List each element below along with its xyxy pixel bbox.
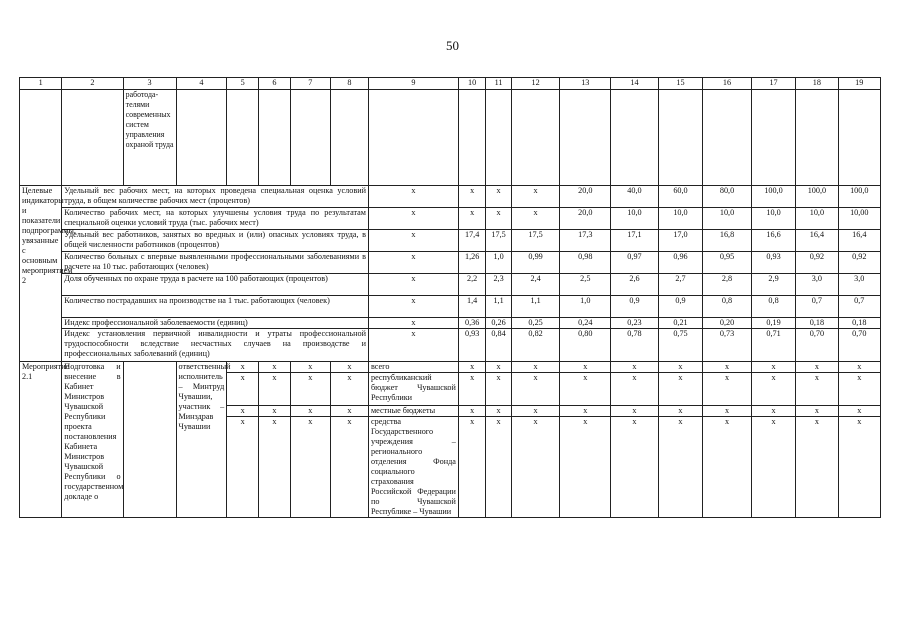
indicator-value: 20,0 <box>560 186 611 208</box>
indicator-value: 17,3 <box>560 230 611 252</box>
funding-value: х <box>796 373 838 406</box>
indicator-value: 0,97 <box>611 252 659 274</box>
column-number: 17 <box>751 78 795 90</box>
budget-code: х <box>330 417 368 518</box>
funding-value: х <box>658 417 702 518</box>
indicator-value: 2,4 <box>511 274 560 296</box>
program-table <box>19 77 881 518</box>
budget-code: х <box>227 417 259 518</box>
funding-row <box>20 362 881 373</box>
indicator-value: 0,80 <box>560 329 611 362</box>
indicator-value: 1,1 <box>511 296 560 318</box>
funding-value: х <box>796 362 838 373</box>
column-number: 9 <box>368 78 458 90</box>
indicator-name: Количество пострадавших на производстве на 1 тыс. работающих (человек) <box>62 296 369 318</box>
indicator-value: 100,0 <box>796 186 838 208</box>
column-number: 11 <box>486 78 511 90</box>
indicator-value: 0,96 <box>658 252 702 274</box>
indicator-value: 0,92 <box>838 252 880 274</box>
funding-value: х <box>458 373 486 406</box>
measure-col3 <box>123 362 176 518</box>
indicator-value: 20,0 <box>560 208 611 230</box>
indicator-value: 10,0 <box>703 208 752 230</box>
column-number: 10 <box>458 78 486 90</box>
indicator-marker: х <box>368 329 458 362</box>
funding-value: х <box>458 417 486 518</box>
continuation-text: работода-телями современных систем управления охраной труда <box>123 90 176 186</box>
funding-value: х <box>511 406 560 417</box>
funding-value: х <box>560 362 611 373</box>
funding-value: х <box>703 406 752 417</box>
indicator-row <box>20 186 881 208</box>
indicator-marker: х <box>368 318 458 329</box>
indicator-value: 16,6 <box>751 230 795 252</box>
indicator-marker: х <box>368 274 458 296</box>
indicator-value: 2,9 <box>751 274 795 296</box>
indicator-name: Количество больных с впервые выявленными профессиональными заболеваниями в расчете на 10 тыс. работающих (человек) <box>62 252 369 274</box>
indicator-value: 0,8 <box>751 296 795 318</box>
column-number: 6 <box>259 78 291 90</box>
indicator-value: 80,0 <box>703 186 752 208</box>
column-number: 18 <box>796 78 838 90</box>
funding-value: х <box>486 406 511 417</box>
indicators-block <box>20 186 881 362</box>
budget-code: х <box>227 362 259 373</box>
budget-code: х <box>259 373 291 406</box>
indicator-marker: х <box>368 230 458 252</box>
indicator-value: 0,71 <box>751 329 795 362</box>
budget-code: х <box>290 406 330 417</box>
budget-code: х <box>227 373 259 406</box>
indicator-value: 2,7 <box>658 274 702 296</box>
indicator-value: 0,8 <box>703 296 752 318</box>
column-number: 5 <box>227 78 259 90</box>
indicator-value: 0,78 <box>611 329 659 362</box>
indicator-value: 40,0 <box>611 186 659 208</box>
indicator-value: 16,8 <box>703 230 752 252</box>
indicator-value: 1,4 <box>458 296 486 318</box>
measure-description: Подготовка и внесение в Кабинет Министров Чувашской Республики проекта постановления Кабинета Министров Чувашской Республики о государственном докладе о <box>62 362 123 518</box>
funding-value: х <box>796 417 838 518</box>
indicator-value: 0,24 <box>560 318 611 329</box>
column-number: 15 <box>658 78 702 90</box>
budget-code: х <box>227 406 259 417</box>
indicator-value: 60,0 <box>658 186 702 208</box>
funding-value: х <box>486 362 511 373</box>
column-number: 1 <box>20 78 62 90</box>
indicator-value: 0,93 <box>751 252 795 274</box>
budget-code: х <box>290 373 330 406</box>
indicator-name: Удельный вес работников, занятых во вредных и (или) опасных условиях труда, в общей численности работников (процентов) <box>62 230 369 252</box>
funding-value: х <box>458 406 486 417</box>
indicator-name: Количество рабочих мест, на которых улучшены условия труда по результатам специальной оценки условий труда (тыс. рабочих мест) <box>62 208 369 230</box>
funding-value: х <box>751 406 795 417</box>
indicator-value: 0,99 <box>511 252 560 274</box>
budget-code: х <box>330 362 368 373</box>
indicator-value: 0,18 <box>838 318 880 329</box>
funding-value: х <box>611 362 659 373</box>
funding-value: х <box>838 406 880 417</box>
column-number: 16 <box>703 78 752 90</box>
indicator-value: 17,5 <box>486 230 511 252</box>
indicator-value: 16,4 <box>838 230 880 252</box>
indicator-value: 17,1 <box>611 230 659 252</box>
budget-code: х <box>259 417 291 518</box>
funding-value: х <box>658 406 702 417</box>
budget-code: х <box>290 417 330 518</box>
indicator-value: 0,98 <box>560 252 611 274</box>
indicator-value: 2,5 <box>560 274 611 296</box>
indicator-value: 0,19 <box>751 318 795 329</box>
indicator-value: 0,75 <box>658 329 702 362</box>
funding-value: х <box>751 362 795 373</box>
measure-executor: ответственный исполнитель – Минтруд Чувашии, участник – Минздрав Чувашии <box>176 362 227 518</box>
measure-number: Мероприятие 2.1 <box>20 362 62 518</box>
funding-source: всего <box>368 362 458 373</box>
indicator-value: 0,92 <box>796 252 838 274</box>
funding-value: х <box>838 373 880 406</box>
budget-code: х <box>259 406 291 417</box>
indicator-value: 0,84 <box>486 329 511 362</box>
indicator-value: 0,25 <box>511 318 560 329</box>
indicator-value: х <box>458 186 486 208</box>
funding-value: х <box>838 417 880 518</box>
indicator-value: 1,26 <box>458 252 486 274</box>
indicator-value: 3,0 <box>838 274 880 296</box>
indicator-value: х <box>486 186 511 208</box>
indicator-value: 10,0 <box>796 208 838 230</box>
indicator-value: 0,70 <box>838 329 880 362</box>
indicator-name: Удельный вес рабочих мест, на которых проведена специальная оценка условий труда, в общем количестве рабочих мест (процентов) <box>62 186 369 208</box>
funding-value: х <box>486 417 511 518</box>
column-number: 2 <box>62 78 123 90</box>
indicator-value: х <box>458 208 486 230</box>
funding-value: х <box>511 362 560 373</box>
funding-value: х <box>511 373 560 406</box>
column-number: 14 <box>611 78 659 90</box>
indicator-value: 0,20 <box>703 318 752 329</box>
indicator-row <box>20 252 881 274</box>
funding-value: х <box>611 417 659 518</box>
column-number: 13 <box>560 78 611 90</box>
indicator-row <box>20 208 881 230</box>
column-number: 3 <box>123 78 176 90</box>
funding-value: х <box>838 362 880 373</box>
indicator-value: 0,73 <box>703 329 752 362</box>
funding-value: х <box>486 373 511 406</box>
indicator-value: 0,70 <box>796 329 838 362</box>
indicator-value: 2,6 <box>611 274 659 296</box>
funding-source: средства Государственного учреждения – регионального отделения Фонда социального страхования Российской Федерации по Чувашской Республике – Чувашии <box>368 417 458 518</box>
funding-value: х <box>703 417 752 518</box>
indicator-value: 3,0 <box>796 274 838 296</box>
funding-value: х <box>560 373 611 406</box>
indicator-row <box>20 274 881 296</box>
funding-value: х <box>458 362 486 373</box>
indicator-value: 0,93 <box>458 329 486 362</box>
page-number: 50 <box>446 38 459 53</box>
indicator-value: 100,0 <box>838 186 880 208</box>
measure-block <box>20 362 881 518</box>
indicator-value: х <box>511 186 560 208</box>
indicator-value: 0,95 <box>703 252 752 274</box>
indicator-name: Индекс установления первичной инвалидности и утраты профессиональной трудоспособности вследствие несчастных случаев на производстве и профессиональных заболеваний (единиц) <box>62 329 369 362</box>
column-number-row <box>20 78 881 90</box>
indicator-value: 2,2 <box>458 274 486 296</box>
indicator-marker: х <box>368 296 458 318</box>
indicator-value: х <box>511 208 560 230</box>
funding-value: х <box>511 417 560 518</box>
indicator-value: 0,82 <box>511 329 560 362</box>
indicator-name: Доля обученных по охране труда в расчете на 100 работающих (процентов) <box>62 274 369 296</box>
indicators-label: Целевые индикаторы и показатели подпрограммы, увязанные с основным мероприятием 2 <box>20 186 62 362</box>
budget-code: х <box>330 406 368 417</box>
funding-value: х <box>611 373 659 406</box>
budget-code: х <box>290 362 330 373</box>
budget-code: х <box>259 362 291 373</box>
indicator-value: 0,9 <box>658 296 702 318</box>
indicator-value: 10,0 <box>658 208 702 230</box>
indicator-marker: х <box>368 252 458 274</box>
indicator-value: 10,0 <box>751 208 795 230</box>
column-number: 4 <box>176 78 227 90</box>
indicator-row <box>20 230 881 252</box>
funding-value: х <box>703 362 752 373</box>
indicator-value: 2,8 <box>703 274 752 296</box>
indicator-value: 17,5 <box>511 230 560 252</box>
funding-value: х <box>703 373 752 406</box>
indicator-value: 0,7 <box>838 296 880 318</box>
funding-value: х <box>658 373 702 406</box>
indicator-value: 100,0 <box>751 186 795 208</box>
funding-value: х <box>796 406 838 417</box>
indicator-value: 1,1 <box>486 296 511 318</box>
funding-value: х <box>751 417 795 518</box>
funding-value: х <box>560 406 611 417</box>
indicator-value: 10,0 <box>611 208 659 230</box>
column-number: 8 <box>330 78 368 90</box>
indicator-value: 0,18 <box>796 318 838 329</box>
indicator-name: Индекс профессиональной заболеваемости (единиц) <box>62 318 369 329</box>
indicator-marker: х <box>368 208 458 230</box>
indicator-value: 0,21 <box>658 318 702 329</box>
column-number: 12 <box>511 78 560 90</box>
indicator-value: 10,00 <box>838 208 880 230</box>
indicator-value: 0,36 <box>458 318 486 329</box>
indicator-marker: х <box>368 186 458 208</box>
indicator-value: 1,0 <box>486 252 511 274</box>
continuation-row <box>20 90 881 186</box>
funding-value: х <box>751 373 795 406</box>
indicator-value: 17,4 <box>458 230 486 252</box>
indicator-value: 0,26 <box>486 318 511 329</box>
column-number: 19 <box>838 78 880 90</box>
funding-value: х <box>560 417 611 518</box>
funding-value: х <box>658 362 702 373</box>
funding-source: местные бюджеты <box>368 406 458 417</box>
column-number: 7 <box>290 78 330 90</box>
indicator-value: 0,23 <box>611 318 659 329</box>
budget-code: х <box>330 373 368 406</box>
funding-value: х <box>611 406 659 417</box>
indicator-value: 0,9 <box>611 296 659 318</box>
indicator-value: 1,0 <box>560 296 611 318</box>
indicator-row <box>20 296 881 318</box>
indicator-row <box>20 329 881 362</box>
indicator-value: х <box>486 208 511 230</box>
funding-source: республиканский бюджет Чувашской Республики <box>368 373 458 406</box>
indicator-value: 16,4 <box>796 230 838 252</box>
indicator-row <box>20 318 881 329</box>
indicator-value: 2,3 <box>486 274 511 296</box>
indicator-value: 17,0 <box>658 230 702 252</box>
indicator-value: 0,7 <box>796 296 838 318</box>
